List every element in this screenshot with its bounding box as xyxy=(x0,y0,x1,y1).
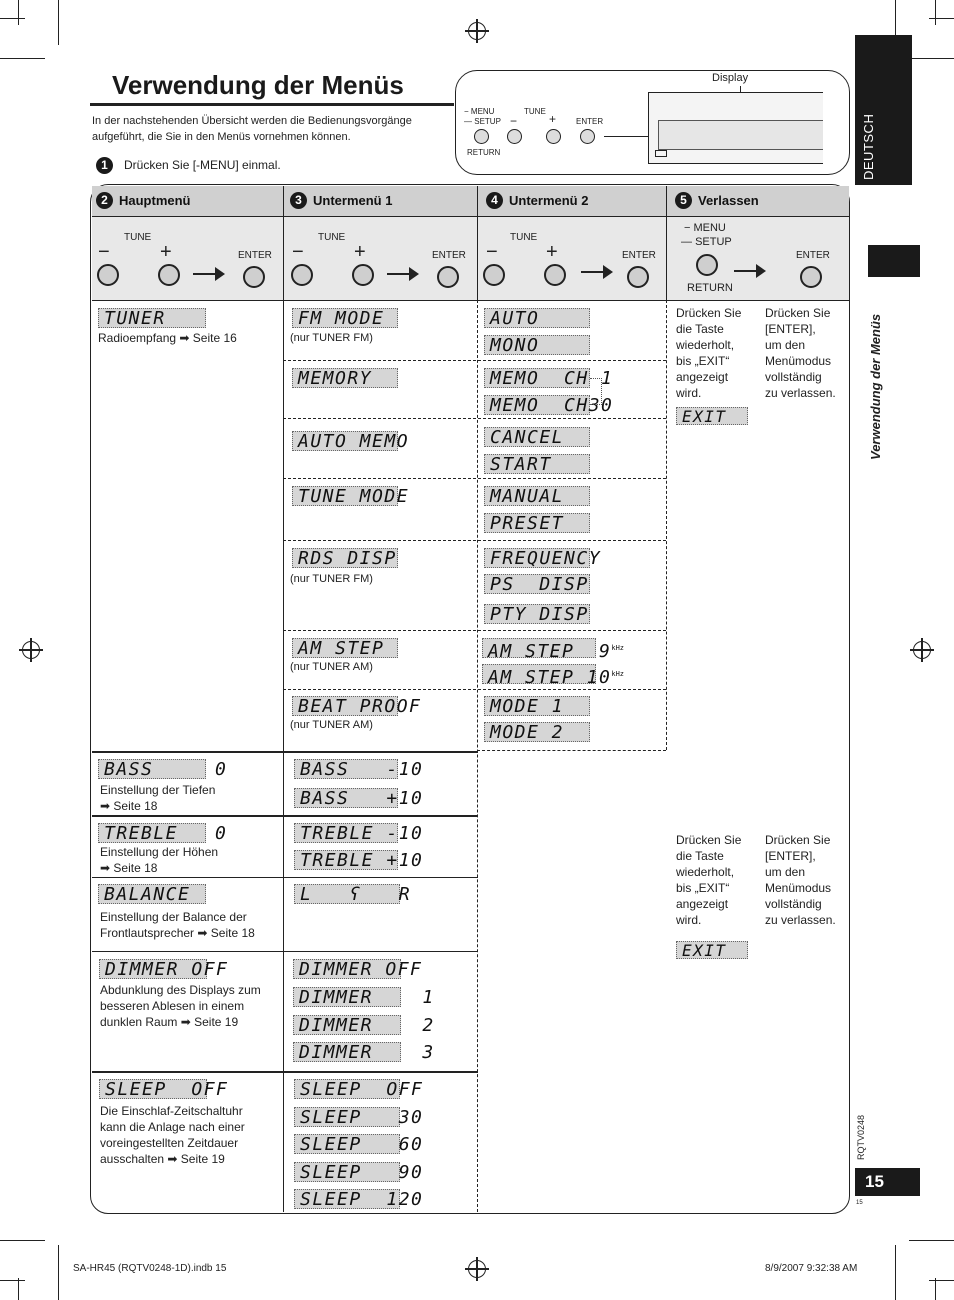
lcd-am-step-10: AM STEP $10^{kHz}$ xyxy=(482,664,596,684)
lcd-am-step: AM STEP xyxy=(292,638,398,658)
inset-tune-plus-button[interactable] xyxy=(546,129,561,144)
lcd-auto: AUTO xyxy=(484,308,590,328)
lcd-cancel: CANCEL xyxy=(484,427,590,447)
tune-plus-button[interactable] xyxy=(544,264,566,286)
controls-hauptmenu: TUNE − + ENTER xyxy=(96,224,276,294)
lcd-tuner: TUNER xyxy=(98,308,206,328)
lcd-balance: BALANCE xyxy=(98,884,206,904)
device-slot xyxy=(655,150,667,157)
exit-press-enter-text-2: Drücken Sie [ENTER], um den Menümodus vollständig zu verlassen. xyxy=(765,833,836,927)
lcd-treble: TREBLE 0 xyxy=(98,823,206,843)
lcd-auto-memo: AUTO MEMO xyxy=(292,431,398,451)
inset-plus-label: + xyxy=(549,112,557,126)
am-step-note: (nur TUNER AM) xyxy=(290,661,373,673)
lcd-rds-disp: RDS DISP xyxy=(292,548,398,568)
setup-label: — SETUP xyxy=(681,236,732,248)
row-divider xyxy=(92,951,478,952)
lcd-sleep-90: SLEEP 90 xyxy=(294,1162,400,1182)
device-panel xyxy=(658,120,823,150)
inset-setup-label: — SETUP xyxy=(464,117,501,126)
step-1-badge: 1 xyxy=(96,156,113,174)
crop-mark xyxy=(935,0,936,25)
section-label: Verwendung der Menüs xyxy=(868,313,883,460)
sleep-desc: Die Einschlaf-Zeitschaltuhr kann die Anlage nach einer voreingestellten Zeitdauer ausschalten ➡ Seite 19 xyxy=(100,1104,245,1166)
column-divider-dashed xyxy=(477,300,478,1212)
lcd-sleep-main: SLEEP OFF xyxy=(99,1079,207,1099)
lcd-dimmer-3: DIMMER 3 xyxy=(293,1042,401,1062)
lcd-tune-mode: TUNE MODE xyxy=(292,486,398,506)
inset-menu-button[interactable] xyxy=(474,129,489,144)
column-divider xyxy=(283,300,284,1212)
intro-text: In der nachstehenden Übersicht werden die Bedienungsvorgänge aufgeführt, die Sie in den Menüs vornehmen können. xyxy=(92,115,412,143)
header-verlassen: 5 Verlassen xyxy=(675,192,759,209)
section-tab xyxy=(868,245,920,277)
crop-mark xyxy=(909,58,954,59)
lcd-bass-plus: BASS +10 xyxy=(294,788,398,808)
inset-menu-label: − MENU xyxy=(464,107,495,116)
exit-press-enter-text: Drücken Sie [ENTER], um den Menümodus vollständig zu verlassen. xyxy=(765,306,836,400)
row-divider-dashed xyxy=(283,478,666,479)
treble-desc: Einstellung der Höhen ➡ Seite 18 xyxy=(100,845,219,875)
header-untermenu-1: 3 Untermenü 1 xyxy=(290,192,392,209)
menu-label: − MENU xyxy=(684,222,726,234)
lcd-dimmer-2: DIMMER 2 xyxy=(293,1015,401,1035)
range-bracket xyxy=(590,378,602,405)
header-rule xyxy=(92,216,849,217)
enter-button[interactable] xyxy=(437,266,459,288)
beat-proof-note: (nur TUNER AM) xyxy=(290,719,373,731)
lcd-sleep-120: SLEEP 120 xyxy=(294,1189,400,1209)
tune-minus-button[interactable] xyxy=(291,264,313,286)
row-divider xyxy=(92,1071,478,1073)
crop-mark xyxy=(58,1245,59,1300)
lcd-sleep-60: SLEEP 60 xyxy=(294,1134,400,1154)
title-rule xyxy=(90,103,454,106)
column-divider xyxy=(666,186,667,300)
tuner-desc: Radioempfang ➡ Seite 16 xyxy=(98,331,237,345)
tiny-page-number: 15 xyxy=(856,1200,863,1206)
lcd-preset: PRESET xyxy=(484,513,590,533)
lcd-memory: MEMORY xyxy=(292,368,398,388)
bass-desc: Einstellung der Tiefen ➡ Seite 18 xyxy=(100,783,216,813)
inset-return-label: RETURN xyxy=(467,148,501,157)
lcd-mode-2: MODE 2 xyxy=(484,722,590,742)
column-divider-dashed xyxy=(666,300,667,750)
column-divider xyxy=(477,186,478,300)
crop-mark xyxy=(0,1240,45,1241)
tune-minus-button[interactable] xyxy=(483,264,505,286)
crop-mark xyxy=(909,1240,954,1241)
lcd-bass-minus: BASS -10 xyxy=(294,759,398,779)
inset-tune-label: TUNE xyxy=(524,107,546,116)
enter-button[interactable] xyxy=(627,266,649,288)
row-divider xyxy=(92,815,478,817)
row-divider-dashed xyxy=(477,750,666,751)
exit-press-key-text: Drücken Sie die Taste wiederholt, bis „EXIT“ angezeigt wird. xyxy=(676,306,742,400)
doc-code: RQTV0248 xyxy=(856,1114,866,1160)
registration-mark-icon xyxy=(22,641,40,659)
lcd-bass: BASS 0 xyxy=(98,759,206,779)
controls-rule xyxy=(92,300,849,301)
controls-untermenu-1: TUNE − + ENTER xyxy=(290,224,470,294)
page-title: Verwendung der Menüs xyxy=(112,70,404,100)
lcd-dimmer-off: DIMMER OFF xyxy=(293,959,401,979)
arrow-right-icon xyxy=(193,273,223,275)
lcd-exit-2: EXIT xyxy=(676,941,748,959)
inset-tune-minus-button[interactable] xyxy=(507,129,522,144)
lcd-fm-mode: FM MODE xyxy=(292,308,398,328)
crop-mark xyxy=(935,1278,936,1300)
lcd-mode-1: MODE 1 xyxy=(484,696,590,716)
column-divider xyxy=(283,186,284,300)
registration-mark-icon xyxy=(468,1260,486,1278)
arrow-right-icon xyxy=(734,270,764,272)
lcd-treble-plus: TREBLE +10 xyxy=(294,850,398,870)
crop-mark xyxy=(0,1280,25,1281)
lcd-beat-proof: BEAT PROOF xyxy=(292,696,398,716)
lcd-pty-disp: PTY DISP xyxy=(484,604,590,624)
footer-date: 8/9/2007 9:32:38 AM xyxy=(765,1263,858,1274)
enter-button[interactable] xyxy=(800,266,822,288)
lcd-sleep-off: SLEEP OFF xyxy=(294,1079,400,1099)
tune-plus-button[interactable] xyxy=(158,264,180,286)
lcd-dimmer-main: DIMMER OFF xyxy=(99,959,207,979)
arrow-right-icon xyxy=(581,271,611,273)
lcd-memo-ch30: MEMO CH30 xyxy=(484,395,590,415)
row-divider-dashed xyxy=(283,540,666,541)
rds-note: (nur TUNER FM) xyxy=(290,573,373,585)
crop-mark xyxy=(58,0,59,45)
arrow-right-icon xyxy=(387,273,417,275)
controls-verlassen: − MENU — SETUP RETURN ENTER xyxy=(681,222,830,294)
page-number: 15 xyxy=(855,1168,920,1196)
lcd-ps-disp: PS DISP xyxy=(484,574,590,594)
lcd-manual: MANUAL xyxy=(484,486,590,506)
inset-enter-label: ENTER xyxy=(576,117,604,126)
lcd-dimmer-1: DIMMER 1 xyxy=(293,987,401,1007)
row-divider-dashed xyxy=(283,689,666,690)
dimmer-desc: Abdunklung des Displays zum besseren Ablesen in einem dunklen Raum ➡ Seite 19 xyxy=(100,983,261,1029)
inset-enter-button[interactable] xyxy=(580,129,595,144)
lcd-am-step-9: AM STEP $9^{kHz}$ xyxy=(482,638,596,658)
crop-mark xyxy=(0,18,25,19)
registration-mark-icon xyxy=(913,641,931,659)
exit-press-key-text-2: Drücken Sie die Taste wiederholt, bis „EXIT“ angezeigt wird. xyxy=(676,833,742,927)
tune-minus-button[interactable] xyxy=(97,264,119,286)
language-label: DEUTSCH xyxy=(861,113,876,180)
row-divider xyxy=(92,751,478,753)
balance-desc: Einstellung der Balance der Frontlautsprecher ➡ Seite 18 xyxy=(100,910,255,940)
enter-button[interactable] xyxy=(243,266,265,288)
row-divider-dashed xyxy=(283,630,666,631)
fm-mode-note: (nur TUNER FM) xyxy=(290,332,373,344)
controls-untermenu-2: TUNE − + ENTER xyxy=(482,224,662,294)
step-1-text: Drücken Sie [-MENU] einmal. xyxy=(124,158,281,172)
display-label: Display xyxy=(712,72,749,84)
crop-mark xyxy=(895,1245,896,1300)
crop-mark xyxy=(929,18,954,19)
lcd-mono: MONO xyxy=(484,335,590,355)
crop-mark xyxy=(929,1280,954,1281)
lcd-frequency: FREQUENCY xyxy=(484,548,590,568)
menu-button[interactable] xyxy=(696,254,718,276)
header-untermenu-2: 4 Untermenü 2 xyxy=(486,192,588,209)
crop-mark xyxy=(18,1278,19,1300)
crop-mark xyxy=(18,0,19,25)
lcd-exit: EXIT xyxy=(676,407,748,425)
lcd-start: START xyxy=(484,454,590,474)
row-divider-dashed xyxy=(283,418,666,419)
header-hauptmenu: 2 Hauptmenü xyxy=(96,192,191,209)
lcd-sleep-30: SLEEP 30 xyxy=(294,1107,400,1127)
registration-mark-icon xyxy=(468,22,486,40)
lcd-balance-lr: L ʕ R xyxy=(294,884,400,904)
footer-file: SA-HR45 (RQTV0248-1D).indb 15 xyxy=(73,1263,227,1274)
row-divider xyxy=(92,877,478,878)
crop-mark xyxy=(0,58,45,59)
lcd-memo-ch1: MEMO CH 1 xyxy=(484,368,590,388)
row-divider-dashed xyxy=(283,360,666,361)
inset-minus-label: − xyxy=(510,114,518,128)
tune-plus-button[interactable] xyxy=(352,264,374,286)
lcd-treble-minus: TREBLE -10 xyxy=(294,823,398,843)
